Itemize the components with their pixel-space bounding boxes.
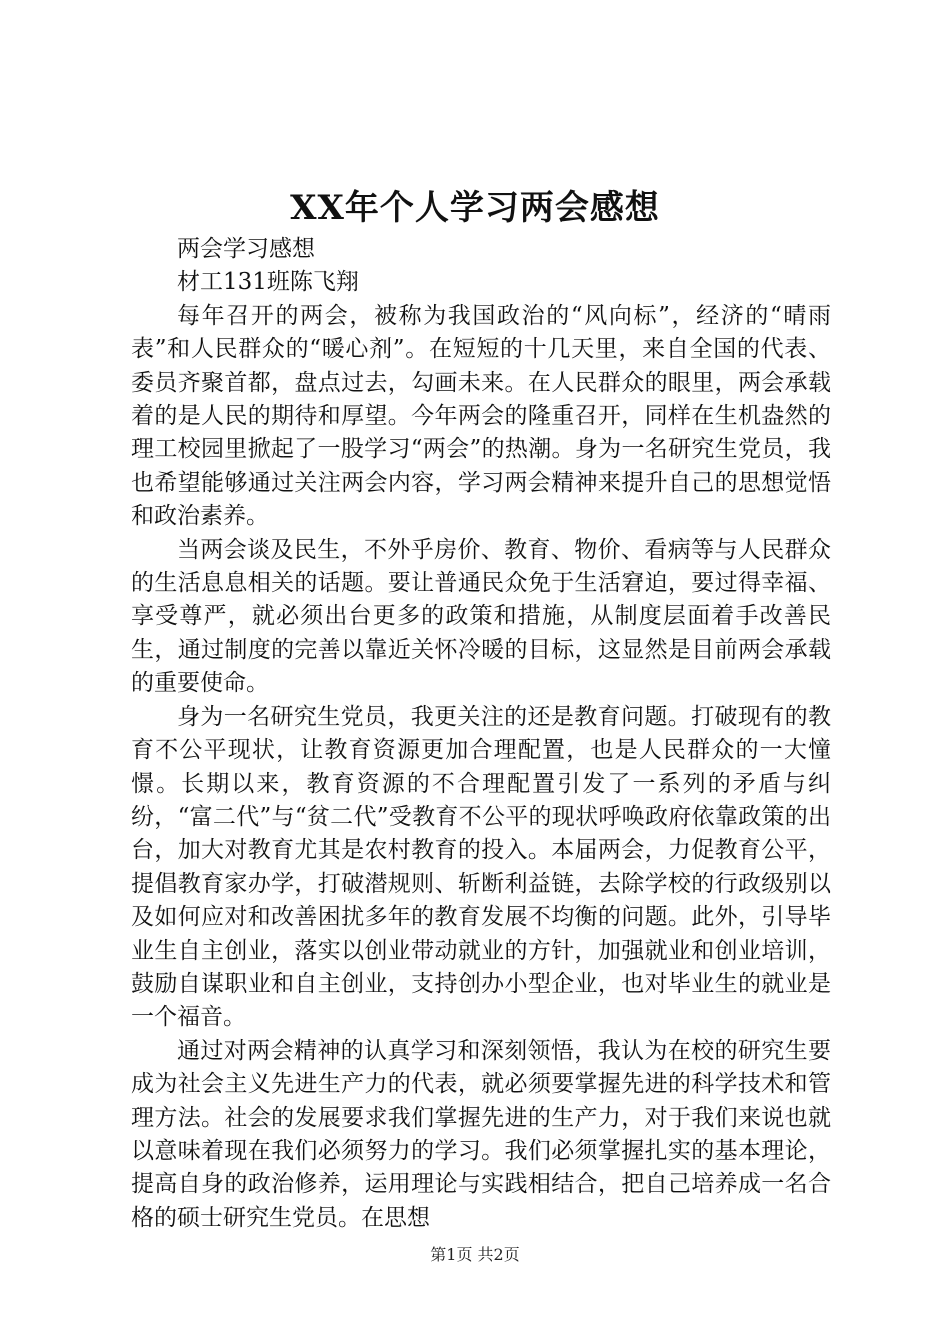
paragraph: 当两会谈及民生，不外乎房价、教育、物价、看病等与人民群众的生活息息相关的话题。要让普通民众免于生活窘迫，要过得幸福、享受尊严，就必须出台更多的政策和措施，从制度层面着手改善民生，通过制度的完善以靠近关怀冷暖的目标，这显然是目前两会承载的重要使命。 xyxy=(131,536,831,697)
paragraph: 通过对两会精神的认真学习和深刻领悟，我认为在校的研究生要成为社会主义先进生产力的代表，就必须要掌握先进的科学技术和管理方法。社会的发展要求我们掌握先进的生产力，对于我们来说也就以意味着现在我们必须努力的学习。我们必须掌握扎实的基本理论，提高自身的政治修养，运用理论与实践相结合，把自己培养成一名合格的硕士研究生党员。在思想 xyxy=(131,1037,831,1231)
document-body xyxy=(131,233,831,1235)
page-number-footer: 第1页 共2页 xyxy=(430,1245,520,1264)
paragraph-author: 材工131班陈飞翔 xyxy=(177,269,359,296)
paragraph-subtitle: 两会学习感想 xyxy=(177,236,315,262)
paragraph: 每年召开的两会，被称为我国政治的“风向标”，经济的“晴雨表”和人民群众的“暖心剂”。在短短的十几天里，来自全国的代表、委员齐聚首都，盘点过去，勾画未来。在人民群众的眼里，两会承载着的是人民的期待和厚望。今年两会的隆重召开，同样在生机盎然的理工校园里掀起了一股学习“两会”的热潮。身为一名研究生党员，我也希望能够通过关注两会内容，学习两会精神来提升自己的思想觉悟和政治素养。 xyxy=(131,302,831,530)
document-title: XX年个人学习两会感想 xyxy=(290,188,660,228)
paragraph: 身为一名研究生党员，我更关注的还是教育问题。打破现有的教育不公平现状，让教育资源更加合理配置，也是人民群众的一大憧憬。长期以来，教育资源的不合理配置引发了一系列的矛盾与纠纷，“富二代”与“贫二代”受教育不公平的现状呼唤政府依靠政策的出台，加大对教育尤其是农村教育的投入。本届两会，力促教育公平，提倡教育家办学，打破潜规则、斩断利益链，去除学校的行政级别以及如何应对和改善困扰多年的教育发展不均衡的问题。此外，引导毕业生自主创业，落实以创业带动就业的方针，加强就业和创业培训，鼓励自谋职业和自主创业，支持创办小型企业，也对毕业生的就业是一个福音。 xyxy=(131,703,831,1031)
